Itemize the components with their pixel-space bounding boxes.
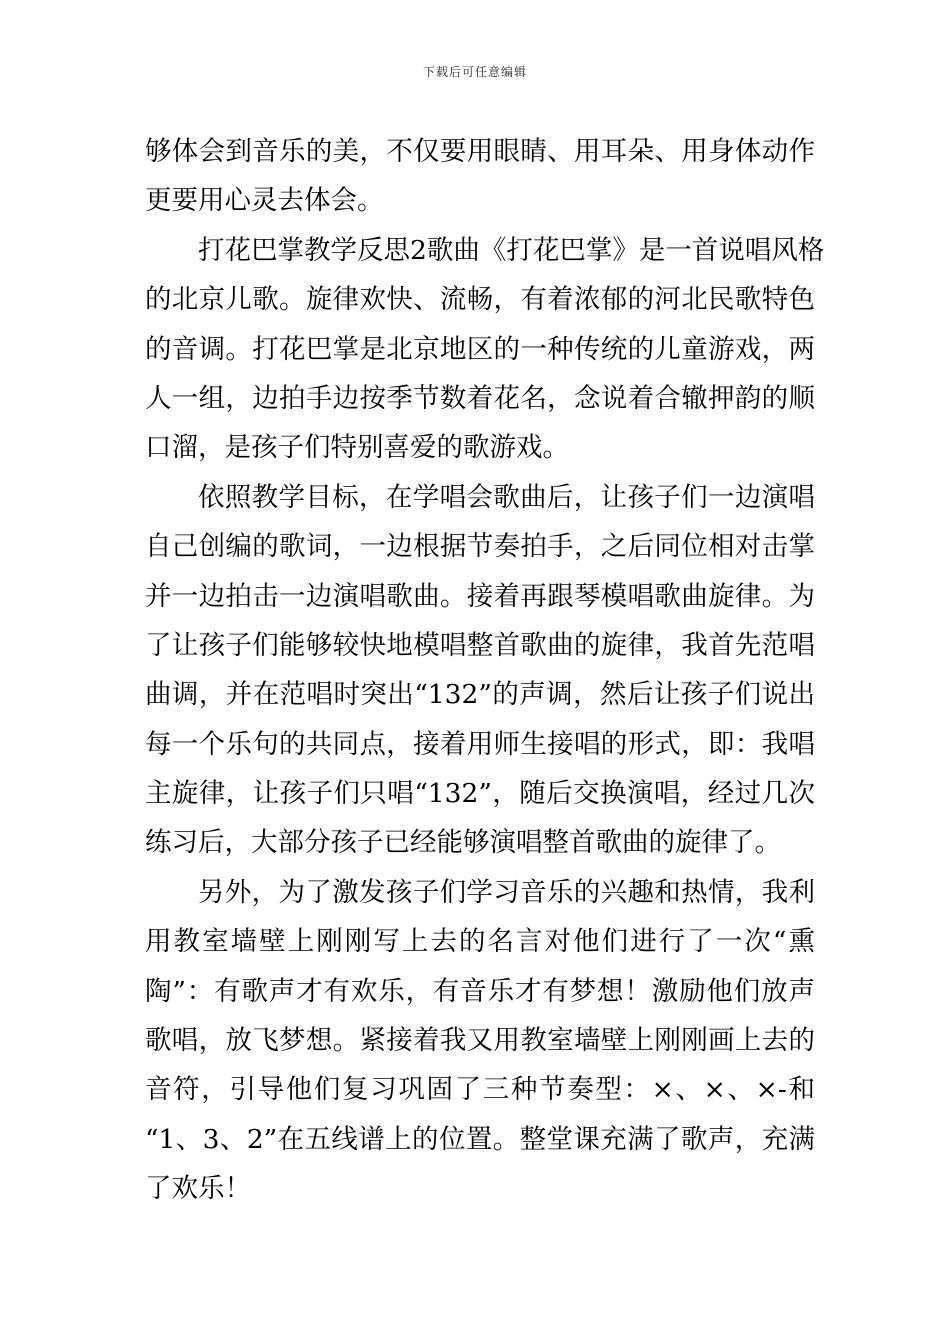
text-line: “1、3、2”在五线谱上的位置。整堂课充满了歌声，充满: [145, 1123, 815, 1155]
text-line: 练习后，大部分孩子已经能够演唱整首歌曲的旋律了。: [145, 827, 781, 859]
text-line: 曲调，并在范唱时突出“132”的声调，然后让孩子们说出: [145, 679, 815, 711]
text-line: 歌唱，放飞梦想。紧接着我又用教室墙壁上刚刚画上去的: [145, 1025, 815, 1057]
text-line: 的北京儿歌。旋律欢快、流畅，有着浓郁的河北民歌特色: [145, 284, 815, 316]
text-line: 打花巴掌教学反思2歌曲《打花巴掌》是一首说唱风格: [198, 234, 825, 266]
page-header: 下载后可任意编辑: [422, 65, 527, 79]
text-line: 了让孩子们能够较快地模唱整首歌曲的旋律，我首先范唱: [145, 629, 815, 661]
text-line: 依照教学目标，在学唱会歌曲后，让孩子们一边演唱: [198, 481, 815, 513]
text-line: 自己创编的歌词，一边根据节奏拍手，之后同位相对击掌: [145, 531, 815, 563]
text-line: 主旋律，让孩子们只唱“132”，随后交换演唱，经过几次: [145, 778, 815, 810]
text-line: 陶”：有歌声才有欢乐，有音乐才有梦想！激励他们放声: [145, 975, 815, 1007]
text-line: 的音调。打花巴掌是北京地区的一种传统的儿童游戏，两: [145, 333, 815, 365]
text-line: 人一组，边拍手边按季节数着花名，念说着合辙押韵的顺: [145, 382, 815, 414]
text-line: 更要用心灵去体会。: [145, 185, 384, 217]
text-line: 够体会到音乐的美，不仅要用眼睛、用耳朵、用身体动作: [145, 136, 815, 167]
text-line: 用教室墙壁上刚刚写上去的名言对他们进行了一次“熏: [145, 926, 815, 958]
text-line: 另外，为了激发孩子们学习音乐的兴趣和热情，我利: [198, 876, 815, 908]
text-line: 口溜，是孩子们特别喜爱的歌游戏。: [145, 432, 569, 464]
text-line: 并一边拍击一边演唱歌曲。接着再跟琴模唱歌曲旋律。为: [145, 580, 815, 612]
body-text: [145, 127, 825, 1214]
text-line: 音符，引导他们复习巩固了三种节奏型：×、×、×-和: [145, 1074, 815, 1106]
text-line: 每一个乐句的共同点，接着用师生接唱的形式，即：我唱: [145, 728, 815, 760]
text-line: 了欢乐！: [145, 1173, 251, 1205]
